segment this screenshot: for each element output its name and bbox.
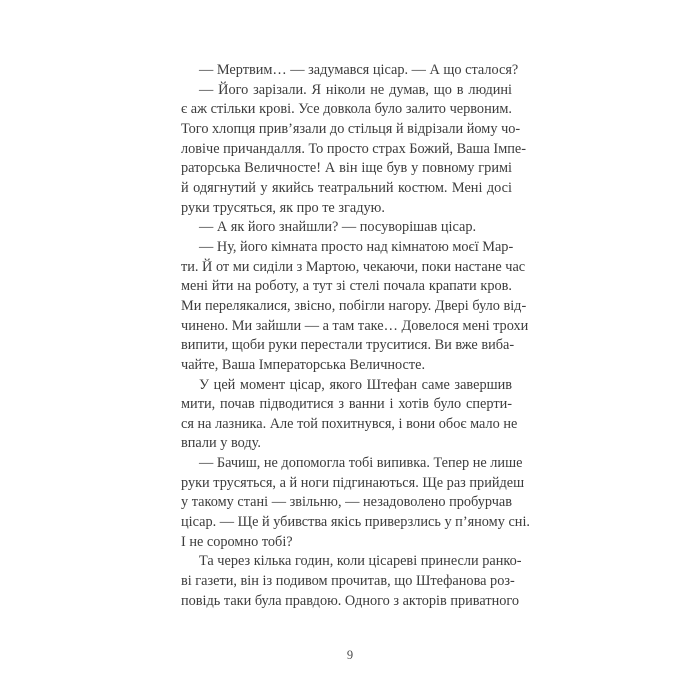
text-line: повідь таки була правдою. Одного з акторів приватного <box>181 592 520 609</box>
text-line: І не соромно тобі? <box>181 533 293 550</box>
text-line: раторська Величносте! А він іще був у повному гримі <box>181 160 512 177</box>
text-line: мені йти на роботу, а тут зі стелі почала крапати кров. <box>181 278 512 295</box>
text-line: Ми перелякалися, звісно, побігли нагору. Двері було від- <box>181 297 527 314</box>
text-line: ловіче причандалля. То просто страх Божий, Ваша Імпе- <box>181 140 526 157</box>
text-line: впали у воду. <box>181 435 261 452</box>
page-number: 9 <box>346 648 354 662</box>
text-line: чайте, Ваша Імператорська Величносте. <box>181 356 426 373</box>
text-line: руки трусяться, а й ноги підгинаються. Ще раз прийдеш <box>181 474 525 491</box>
text-line: мити, почав підводитися з ванни і хотів було сперти- <box>181 396 512 413</box>
text-line: ти. Й от ми сиділи з Мартою, чекаючи, поки настане час <box>181 258 526 275</box>
text-line: ві газети, він із подивом прочитав, що Штефанова роз- <box>181 573 515 590</box>
text-line: У цей момент цісар, якого Штефан саме завершив <box>199 376 512 393</box>
text-line: чинено. Ми зайшли — а там таке… Довелося мені трохи <box>181 317 529 334</box>
text-line: Та через кілька годин, коли цісареві принесли ранко- <box>199 553 522 570</box>
text-line: — Мертвим… — задумався цісар. — А що сталося? <box>199 62 519 78</box>
text-line: — Бачиш, не допомогла тобі випивка. Тепер не лише <box>199 455 523 472</box>
text-line: цісар. — Ще й убивства якісь приверзлись у п’яному сні. <box>181 514 530 531</box>
page-text <box>181 61 530 611</box>
text-line: — Ну, його кімната просто над кімнатою моєї Мар- <box>199 238 514 255</box>
text-line: руки трусяться, як про те згадую. <box>181 199 385 216</box>
text-line: ся на лазника. Але той похитнувся, і вони обоє мало не <box>181 415 518 432</box>
text-line: Того хлопця прив’язали до стільця й відрізали йому чо- <box>181 120 521 137</box>
text-line: — А як його знайшли? — посуворішав цісар. <box>199 219 477 236</box>
text-line: — Його зарізали. Я ніколи не думав, що в людині <box>199 81 512 98</box>
text-line: випити, щоби руки перестали труситися. Ви вже виба- <box>181 337 515 354</box>
text-line: й одягнутий у якийсь театральний костюм. Мені досі <box>181 179 512 196</box>
text-line: у такому стані — звільню, — незадоволено пробурчав <box>181 494 512 511</box>
text-line: є аж стільки крові. Усе довкола було залито червоним. <box>181 101 512 118</box>
